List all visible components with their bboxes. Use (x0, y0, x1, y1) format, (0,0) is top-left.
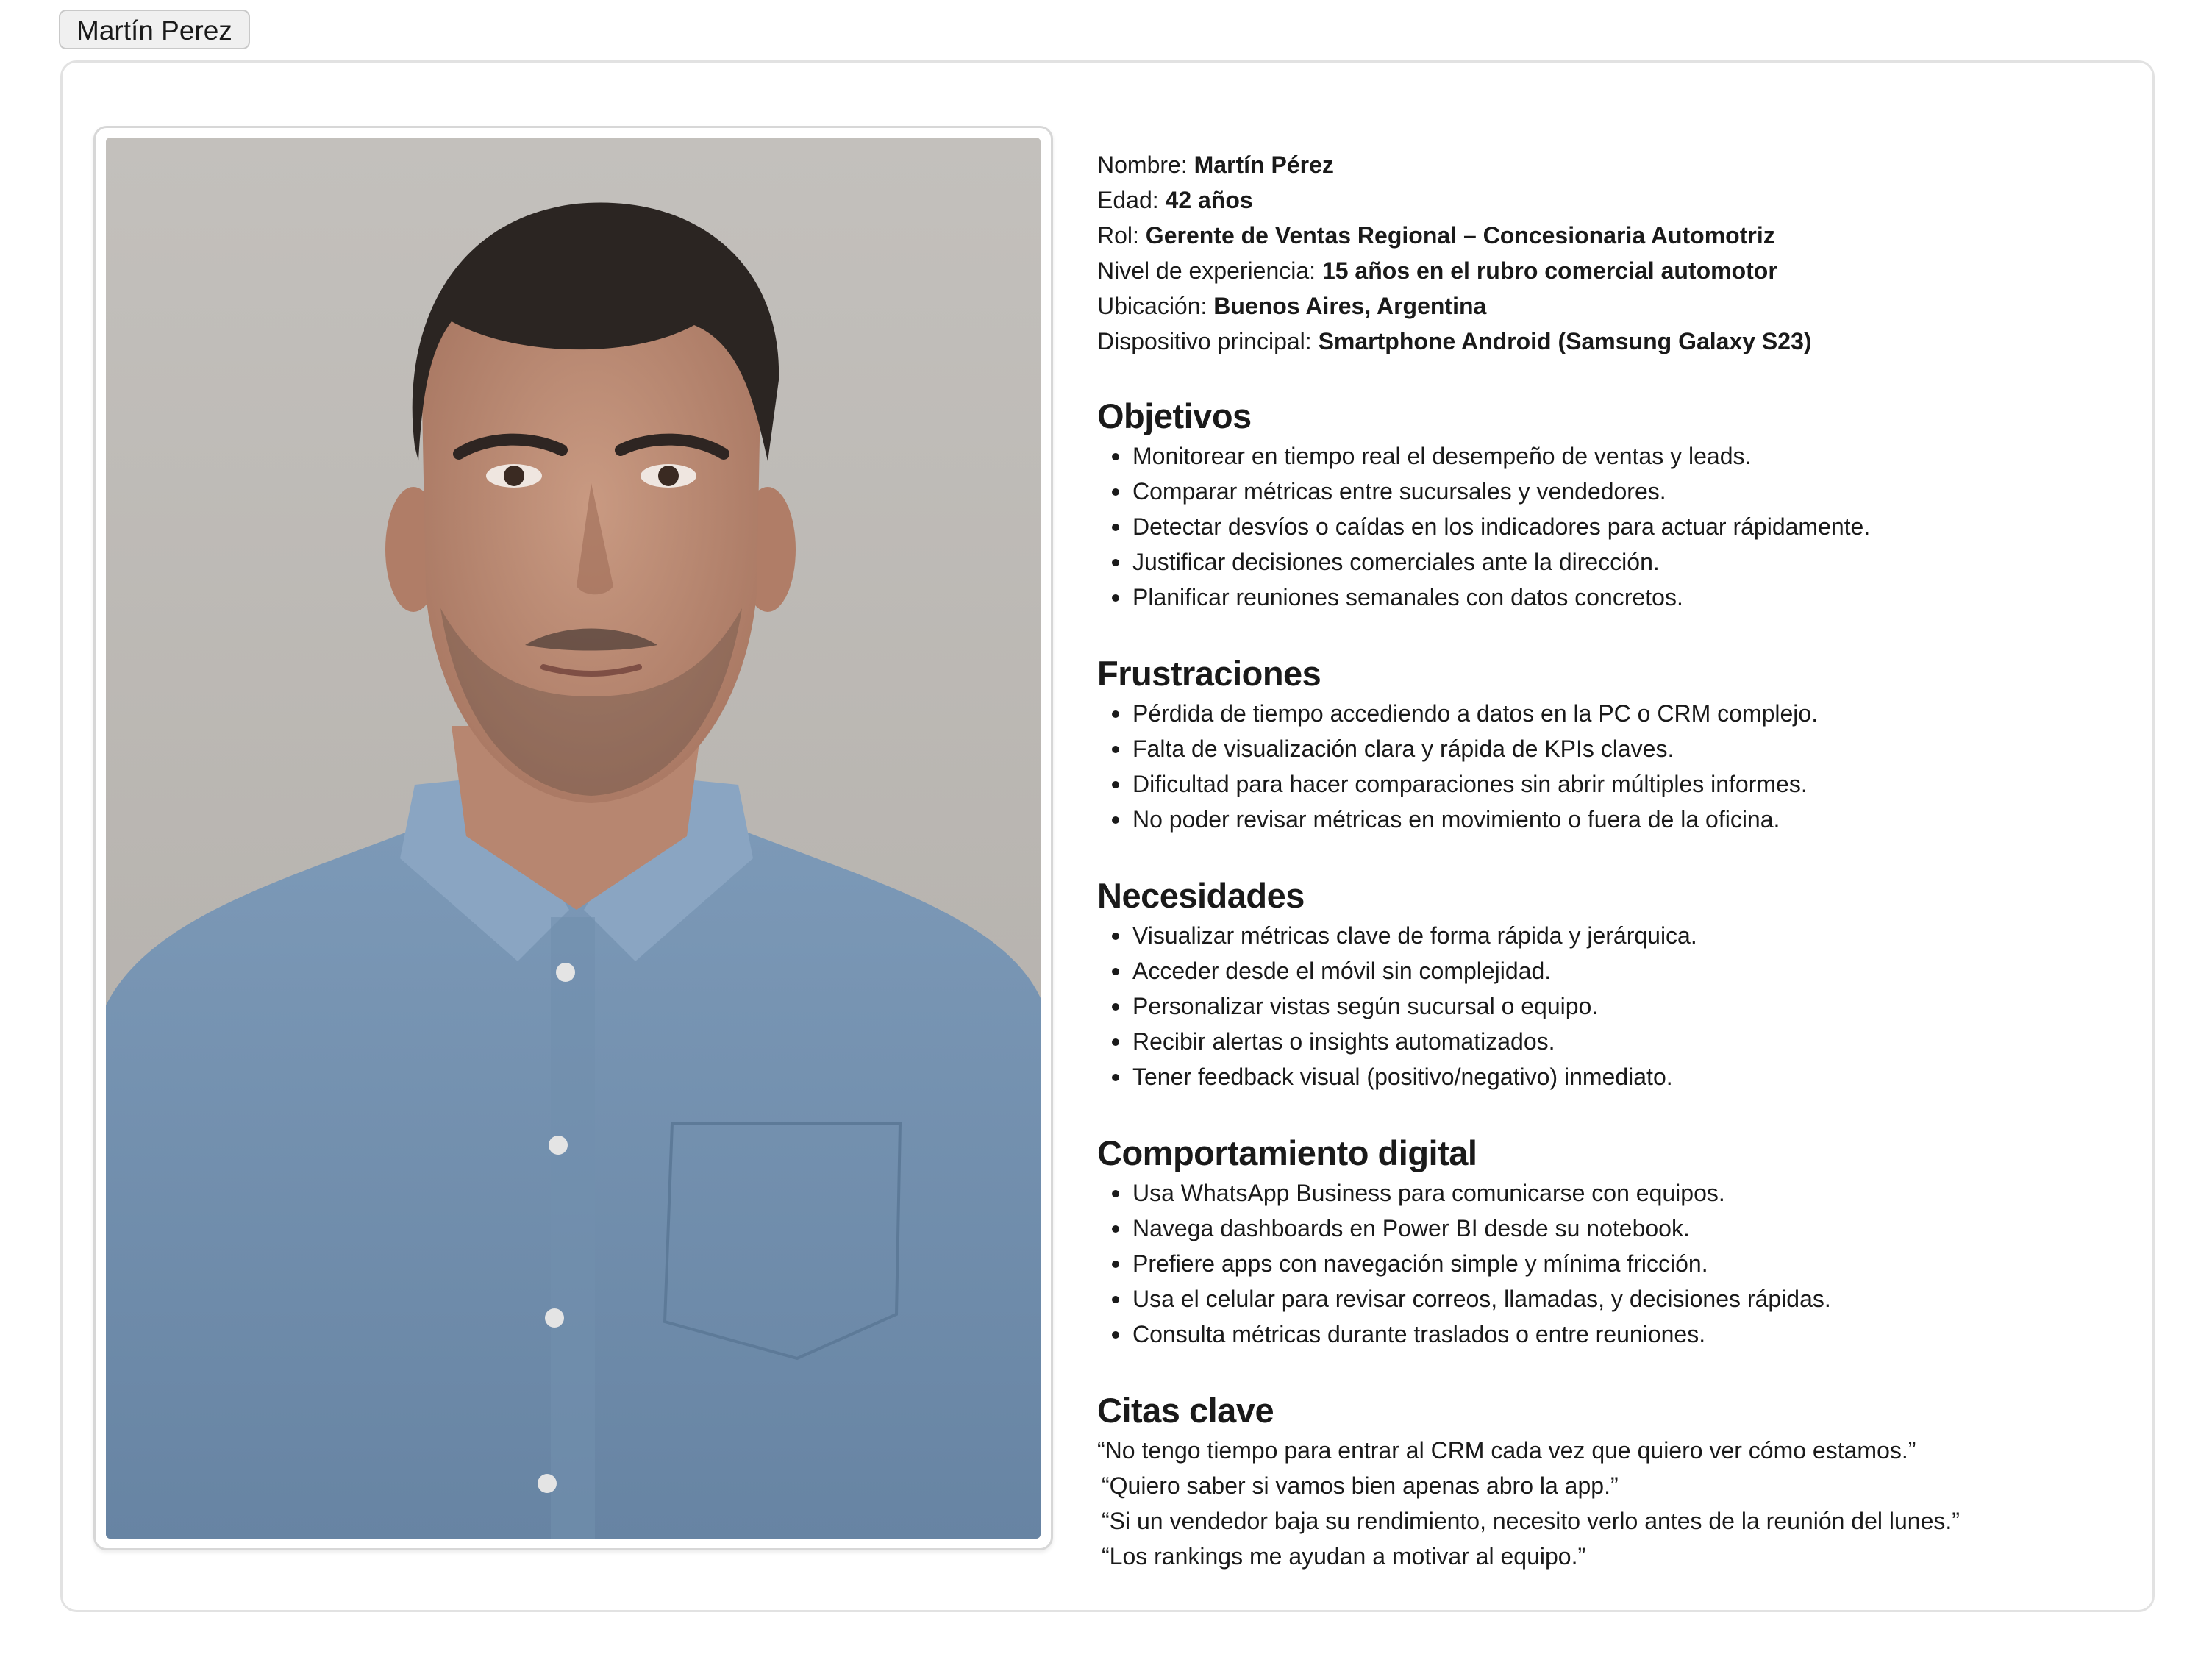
section-title: Citas clave (1097, 1391, 1274, 1430)
list-item: Comparar métricas entre sucursales y vendedores. (1097, 474, 2127, 509)
list-item: Acceder desde el móvil sin complejidad. (1097, 953, 2127, 988)
section-frustraciones (1097, 653, 2127, 837)
list-item: Recibir alertas o insights automatizados. (1097, 1024, 2127, 1059)
quote-line: “No tengo tiempo para entrar al CRM cada vez que quiero ver cómo estamos.” (1097, 1437, 1916, 1464)
profile-info (1097, 147, 2127, 359)
list-item: Navega dashboards en Power BI desde su notebook. (1097, 1211, 2127, 1246)
list-item: Visualizar métricas clave de forma rápida y jerárquica. (1097, 918, 2127, 953)
quote-line: “Los rankings me ayudan a motivar al equipo.” (1102, 1543, 1586, 1570)
quote-line: “Si un vendedor baja su rendimiento, necesito verlo antes de la reunión del lunes.” (1102, 1508, 1960, 1534)
list-item: Detectar desvíos o caídas en los indicadores para actuar rápidamente. (1097, 509, 2127, 544)
info-age: Edad: 42 años (1097, 187, 1253, 213)
list-item: Consulta métricas durante traslados o entre reuniones. (1097, 1317, 2127, 1352)
list-item: Tener feedback visual (positivo/negativo) inmediato. (1097, 1059, 2127, 1094)
info-role: Rol: Gerente de Ventas Regional – Concesionaria Automotriz (1097, 222, 1775, 249)
list-item: Usa el celular para revisar correos, llamadas, y decisiones rápidas. (1097, 1281, 2127, 1317)
section-citas-clave (1097, 1390, 2127, 1574)
list-item: Justificar decisiones comerciales ante la dirección. (1097, 544, 2127, 580)
info-location: Ubicación: Buenos Aires, Argentina (1097, 293, 1487, 319)
persona-details (1097, 147, 2127, 1574)
persona-photo (106, 138, 1041, 1539)
section-title: Necesidades (1097, 876, 1305, 915)
info-experience: Nivel de experiencia: 15 años en el rubro comercial automotor (1097, 257, 1777, 284)
section-objetivos (1097, 396, 2127, 615)
list-item: Prefiere apps con navegación simple y mínima fricción. (1097, 1246, 2127, 1281)
list-item: Dificultad para hacer comparaciones sin abrir múltiples informes. (1097, 766, 2127, 802)
info-name: Nombre: Martín Pérez (1097, 152, 1334, 178)
list-item: Monitorear en tiempo real el desempeño de ventas y leads. (1097, 438, 2127, 474)
section-necesidades (1097, 875, 2127, 1094)
list-item: Pérdida de tiempo accediendo a datos en la PC o CRM complejo. (1097, 696, 2127, 731)
section-title: Comportamiento digital (1097, 1133, 1477, 1172)
list-item: Usa WhatsApp Business para comunicarse con equipos. (1097, 1175, 2127, 1211)
list-item: No poder revisar métricas en movimiento o fuera de la oficina. (1097, 802, 2127, 837)
list-item: Planificar reuniones semanales con datos concretos. (1097, 580, 2127, 615)
info-device: Dispositivo principal: Smartphone Android (Samsung Galaxy S23) (1097, 328, 1812, 354)
list-item: Personalizar vistas según sucursal o equipo. (1097, 988, 2127, 1024)
section-comportamiento-digital (1097, 1133, 2127, 1352)
list-item: Falta de visualización clara y rápida de KPIs claves. (1097, 731, 2127, 766)
section-title: Objetivos (1097, 396, 1252, 435)
section-title: Frustraciones (1097, 654, 1321, 693)
persona-tab-label[interactable]: Martín Perez (59, 10, 250, 49)
quote-line: “Quiero saber si vamos bien apenas abro la app.” (1102, 1472, 1619, 1499)
